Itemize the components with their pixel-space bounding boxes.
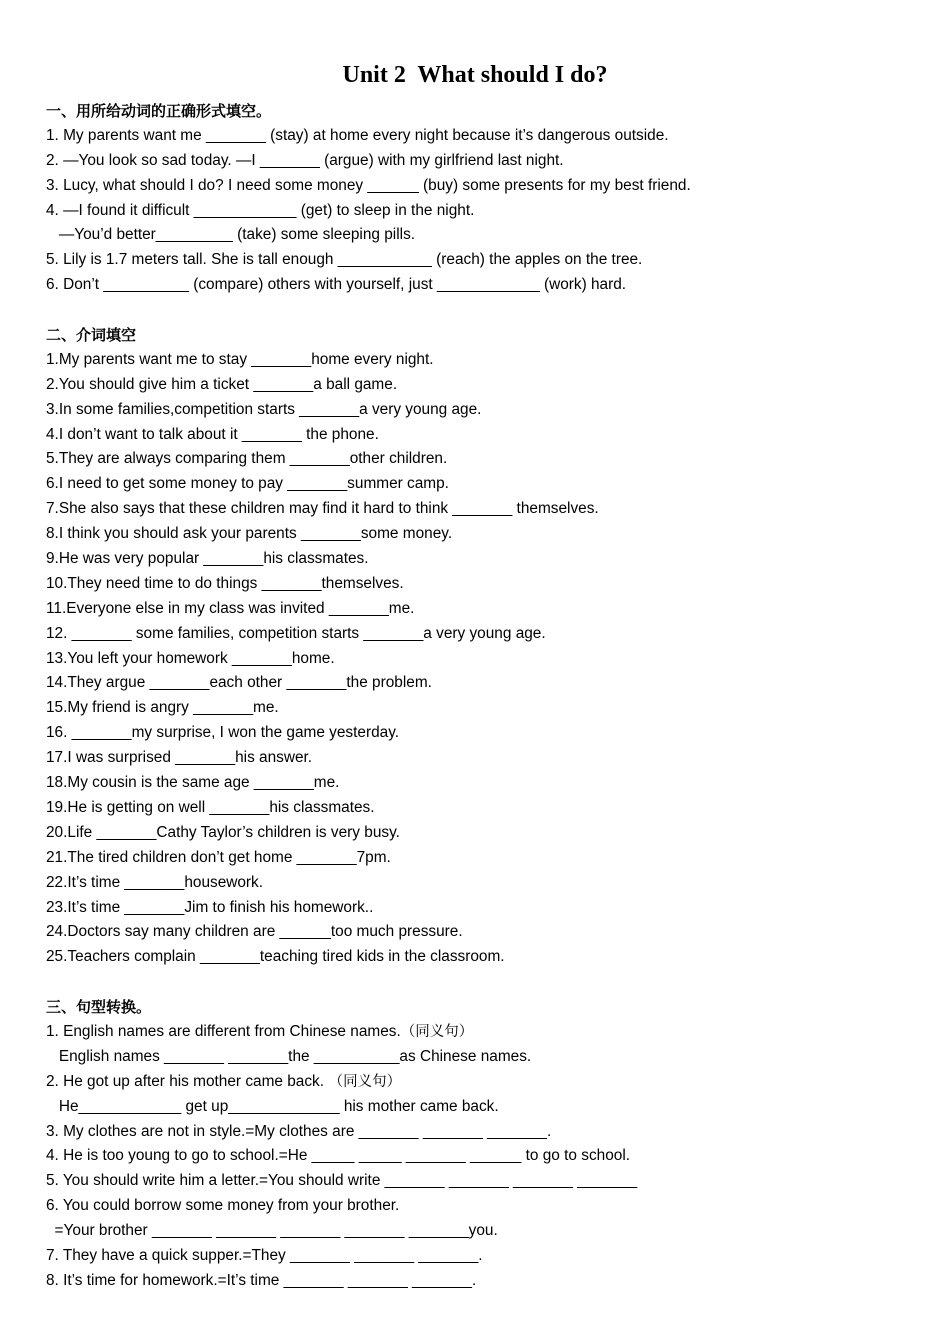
section2-item-15: 15.My friend is angry _______me. [46, 699, 279, 717]
section3-item-2-text: 2. He got up after his mother came back. [46, 1072, 325, 1090]
section2-item-24: 24.Doctors say many children are ______too much pressure. [46, 923, 463, 941]
section3-item-5: 5. You should write him a letter.=You should write _______ _______ _______ _______ [46, 1172, 638, 1190]
section2-item-13: 13.You left your homework _______home. [46, 649, 335, 667]
page-title: Unit 2 What should I do? [342, 62, 608, 88]
section2-heading: 二、介词填空 [46, 326, 137, 345]
section1-item-2: 2. —You look so sad today. —I _______ (argue) with my girlfriend last night. [46, 151, 564, 169]
section2-item-12: 12. _______ some families, competition starts _______a very young age. [46, 624, 546, 642]
section2-item-17: 17.I was surprised _______his answer. [46, 749, 313, 767]
section2-item-14: 14.They argue _______each other _______the problem. [46, 674, 432, 692]
section3-item-4: 4. He is too young to go to school.=He _____ _____ _______ ______ to go to school. [46, 1147, 631, 1165]
section2-item-21: 21.The tired children don’t get home _______7pm. [46, 848, 391, 866]
section3-item-1-answer: English names _______ _______the __________as Chinese names. [46, 1047, 532, 1065]
section1-item-1: 1. My parents want me _______ (stay) at home every night because it’s dangerous outside. [46, 126, 669, 144]
section2-item-11: 11.Everyone else in my class was invited _______me. [46, 599, 415, 617]
section2-item-2: 2.You should give him a ticket _______a ball game. [46, 375, 398, 393]
section2-item-18: 18.My cousin is the same age _______me. [46, 774, 340, 792]
section3-item-1-note: （同义句） [400, 1023, 474, 1040]
spacer [46, 298, 926, 323]
section1-item-4-reply: —You’d better_________ (take) some sleeping pills. [46, 226, 416, 244]
section3-item-7: 7. They have a quick supper.=They _______ _______ _______. [46, 1246, 483, 1264]
section2-item-23: 23.It’s time _______Jim to finish his homework.. [46, 898, 374, 916]
section2-item-25: 25.Teachers complain _______teaching tired kids in the classroom. [46, 948, 505, 966]
section2-item-4: 4.I don’t want to talk about it _______ the phone. [46, 425, 379, 443]
section2-item-9: 9.He was very popular _______his classmates. [46, 550, 369, 568]
section3-item-2-note: （同义句） [324, 1073, 402, 1090]
section2-item-16: 16. _______my surprise, I won the game yesterday. [46, 724, 400, 742]
section3-item-6-answer: =Your brother _______ _______ _______ _______ _______you. [46, 1222, 498, 1240]
section2-item-1: 1.My parents want me to stay _______home every night. [46, 350, 434, 368]
section2-item-22: 22.It’s time _______housework. [46, 873, 264, 891]
section2-item-8: 8.I think you should ask your parents _______some money. [46, 525, 453, 543]
section1-item-4: 4. —I found it difficult ____________ (get) to sleep in the night. [46, 201, 475, 219]
section3-item-3: 3. My clothes are not in style.=My clothes are _______ _______ _______. [46, 1122, 552, 1140]
section3-item-8: 8. It’s time for homework.=It’s time _______ _______ _______. [46, 1271, 477, 1289]
section2-item-6: 6.I need to get some money to pay _______summer camp. [46, 475, 449, 493]
section2-item-20: 20.Life _______Cathy Taylor’s children is very busy. [46, 823, 400, 841]
section1-item-3: 3. Lucy, what should I do? I need some money ______ (buy) some presents for my best friend. [46, 176, 691, 194]
section3-item-1-text: 1. English names are different from Chinese names. [46, 1022, 401, 1040]
section2-item-7: 7.She also says that these children may find it hard to think _______ themselves. [46, 500, 599, 518]
worksheet-content [46, 99, 926, 1294]
section3-item-6: 6. You could borrow some money from your brother. [46, 1197, 400, 1215]
section3-item-2-answer: He____________ get up_____________ his mother came back. [46, 1097, 499, 1115]
section2-item-3: 3.In some families,competition starts _______a very young age. [46, 400, 482, 418]
section1-item-5: 5. Lily is 1.7 meters tall. She is tall enough ___________ (reach) the apples on the tree. [46, 251, 643, 269]
section3-item-1 [46, 1020, 926, 1045]
section1-item-6: 6. Don’t __________ (compare) others with yourself, just ____________ (work) hard. [46, 276, 627, 294]
spacer [46, 970, 926, 995]
section2-item-19: 19.He is getting on well _______his classmates. [46, 798, 375, 816]
section1-heading: 一、用所给动词的正确形式填空。 [46, 102, 272, 120]
section3-heading: 三、句型转换。 [46, 998, 152, 1017]
section2-item-5: 5.They are always comparing them _______other children. [46, 450, 448, 468]
section2-item-10: 10.They need time to do things _______themselves. [46, 574, 404, 592]
section3-item-2 [46, 1070, 926, 1095]
